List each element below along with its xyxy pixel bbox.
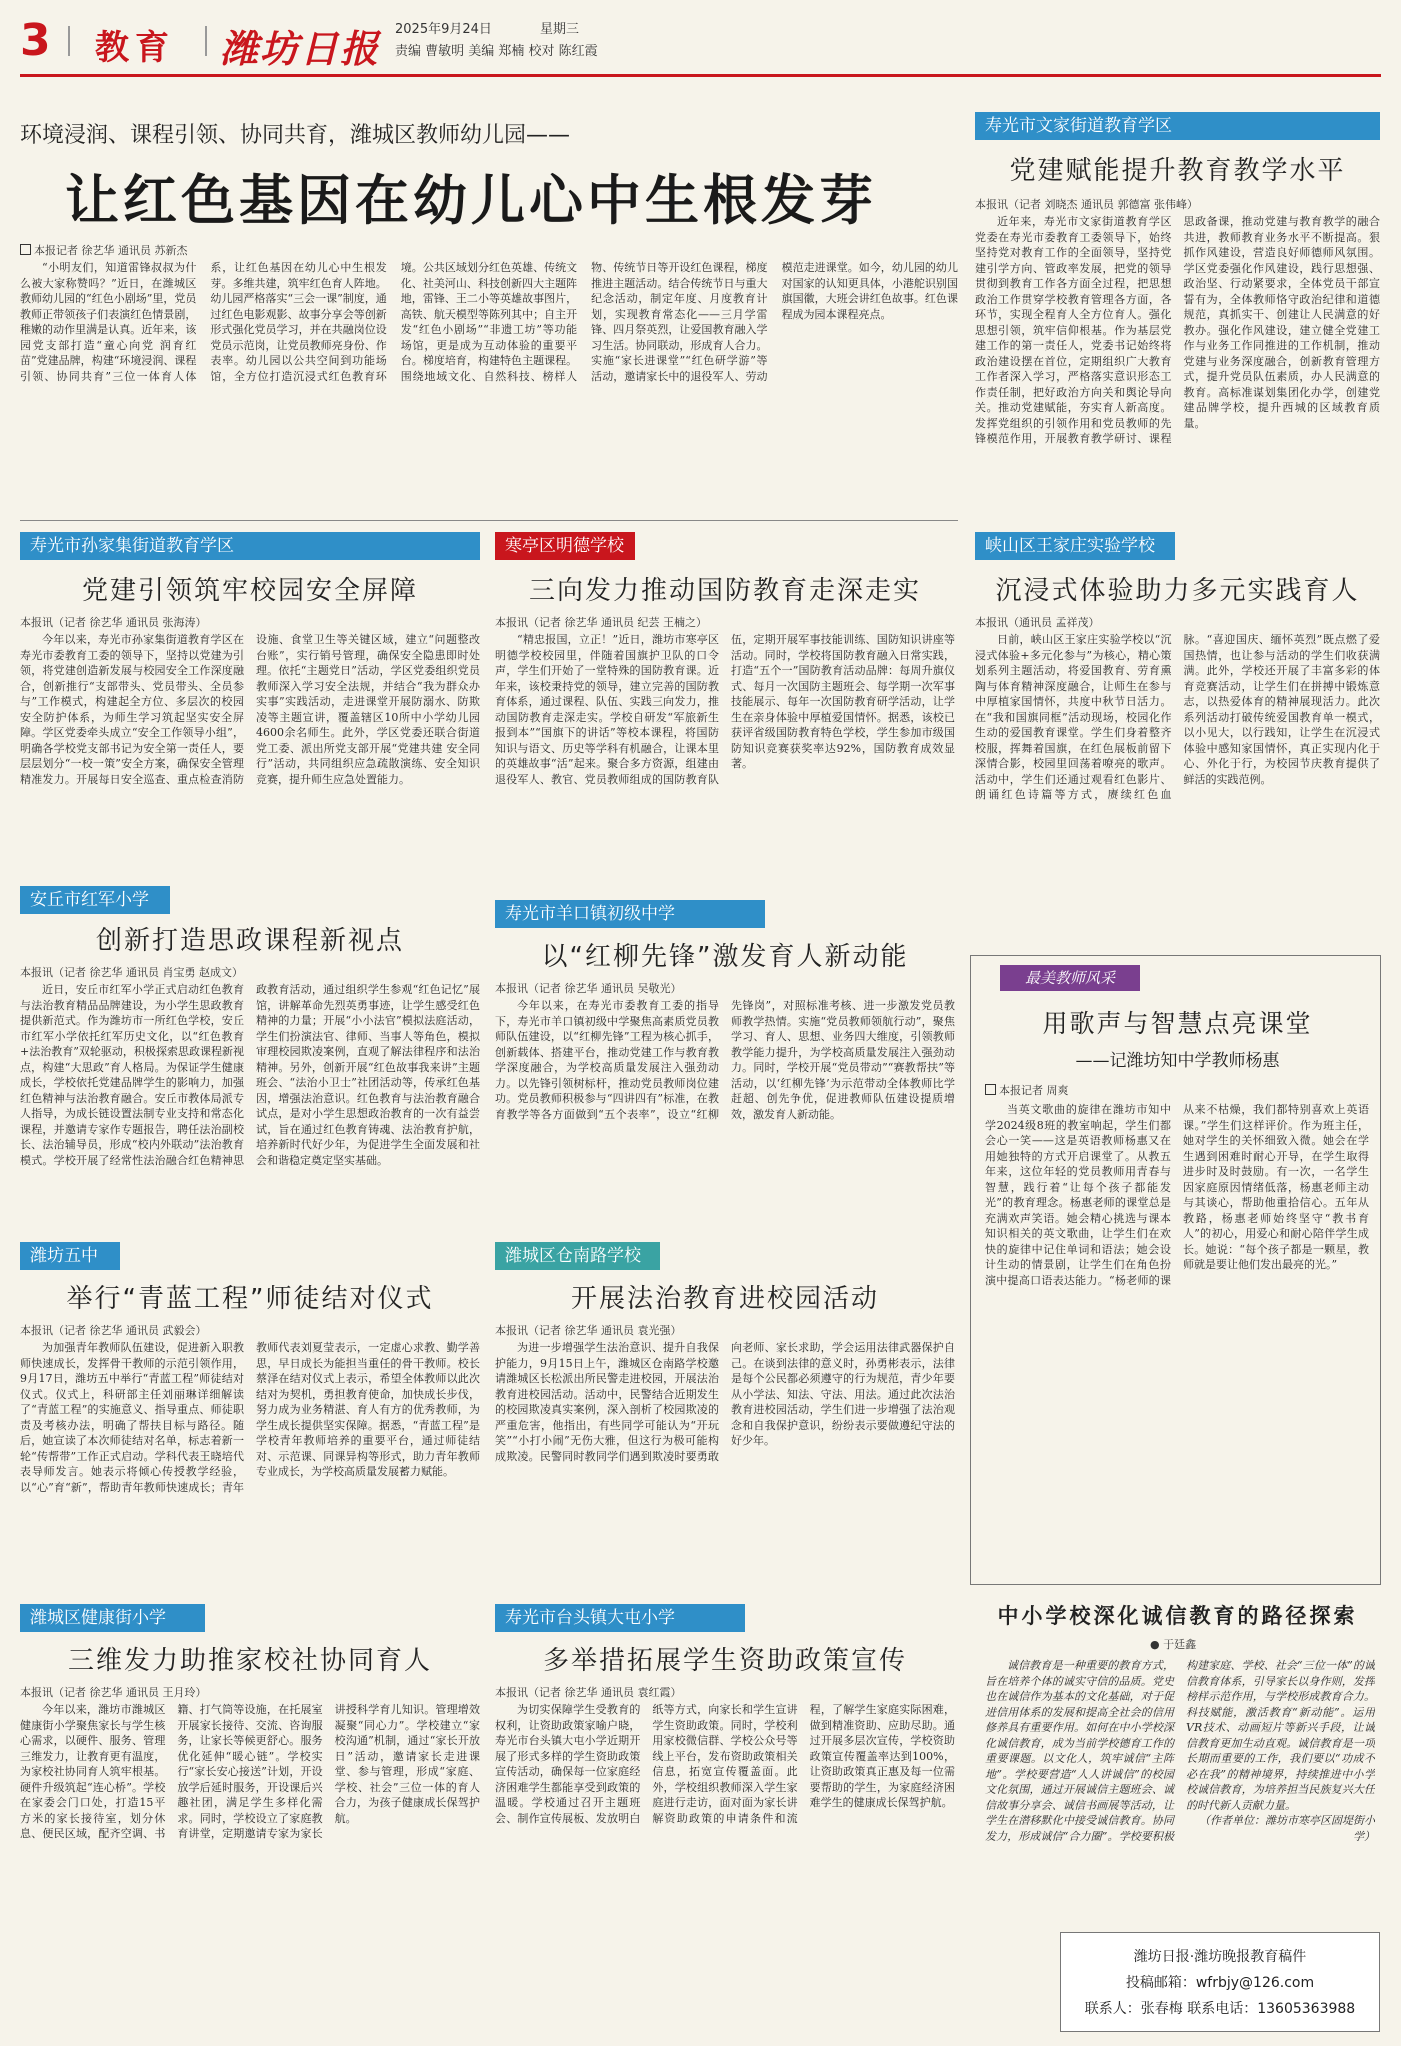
contact-line-1: 潍坊日报·潍坊晚报教育稿件	[1133, 1949, 1307, 1965]
article-byline-wuzhong: 本报讯（记者 徐艺华 通讯员 武毅会）	[20, 1324, 207, 1337]
lead-byline: 本报记者 徐艺华 通讯员 苏新杰	[20, 242, 188, 258]
essay-byline: ● 于廷鑫	[1150, 1638, 1197, 1651]
contact-email: 投稿邮箱：wfrbjy@126.com	[1125, 1975, 1315, 1991]
feature-body: 当英文歌曲的旋律在潍坊市知中学2024级8班的教室响起，学生们都会心一笑——这是英语教师杨惠又在用她独特的方式开启课堂了。从教五年来，这位年轻的党员教师用青春与智慧，践行着“让每个孩子都能发光”的教育理念。杨惠老师的课堂总是充满欢声笑语。她会精心挑选与课本知识相关的英文歌曲，让学生们在欢快的旋律中记住单词和语法；她会设计生动的情景剧，让学生们在角色扮演中提高口语表达能力。“杨老师的课从来不枯燥，我们都特别喜欢上英语课。”学生们这样评价。作为班主任，她对学生的关怀细致入微。她会在学生遇到困难时耐心开导，在学生取得进步时及时鼓励。有一次，一名学生因家庭原因情绪低落，杨惠老师主动与其谈心，帮助他重拾信心。五年从教路，杨惠老师始终坚守“教书育人”的初心，用爱心和耐心陪伴学生成长。她说：“每个孩子都是一颗星，教师就是要让他们发出最亮的光。”	[985, 1103, 1369, 1287]
section-name: 教育	[95, 28, 175, 68]
article-band-wenjia: 寿光市文家街道教育学区	[975, 112, 1380, 140]
section-divider	[20, 520, 958, 521]
article-title-yangkou: 以“红柳先锋”激发育人新动能	[541, 942, 909, 972]
article-body-sunjiaji: 今年以来，寿光市孙家集街道教育学区在寿光市委教育工委的领导下，坚持以党建为引领，将党建创造新发展与校园安全工作深度融合，创新推行“支部带头、党员带头、全员参与”工作模式，构建起全方位、多层次的校园安全防护体系，为师生学习筑起坚实安全屏障。学区党委牵头成立“安全工作领导小组”，明确各学校党支部书记为安全第一责任人，要层层划分“一校一策”安全方案，确保安全管理精准发力。开展每日安全巡查、重点检查消防设施、食堂卫生等关键区域，建立“问题整改台账”，实行销号管理，确保安全隐患即时处理。依托“主题党日”活动，学区党委组织党员教师深入学习安全法规，并结合“我为群众办实事”实践活动，走进课堂开展防溺水、防欺凌等主题宣讲，覆盖辖区10所中小学幼儿园4600余名师生。此外，学区党委还联合街道党工委、派出所党支部开展“党建共建 安全同行”活动，共同组织应急疏散演练、安全知识竞赛，提升师生应急处置能力。	[20, 633, 480, 786]
article-body-mingde: “精忠报国，立正！”近日，潍坊市寒亭区明德学校校园里，伴随着国旗护卫队的口令声，学生们开始了一堂特殊的国防教育课。近年来，该校秉持党的领导，建立完善的国防教育体系，通过课程、队伍、实践三向发力，推动国防教育走深走实。学校自研发“军旅新生报到本”“国旗下的讲话”等校本课程，将国防知识与语文、历史等学科有机融合，让课本里的英雄故事“活”起来。聚合多方资源，组建由退役军人、教官、党员教师组成的国防教育队伍，定期开展军事技能训练、国防知识讲座等活动。同时，学校将国防教育融入日常实践，打造“五个一”国防教育活动品牌：每周升旗仪式、每月一次国防主题班会、每学期一次军事技能展示、每年一次国防教育研学活动，让学生在亲身体验中厚植爱国情怀。据悉，该校已获评省级国防教育特色学校，学生参加市级国防知识竞赛获奖率达92%，国防教育成效显著。	[495, 633, 955, 786]
article-band-jiankang: 潍城区健康街小学	[20, 1604, 205, 1632]
article-body-wuzhong: 为加强青年教师队伍建设，促进新入职教师快速成长，发挥骨干教师的示范引领作用，9月17日，潍坊五中举行“青蓝工程”师徒结对仪式。仪式上，科研部主任刘丽琳详细解读了“青蓝工程”的实施意义、指导重点、师徒职责及考核办法，明确了帮扶目标与路径。随后，她宣读了本次师徒结对名单，标志着新一轮“传帮带”工作正式启动。学科代表王晓培代表导师发言。她表示将倾心传授教学经验，以“心”育“新”，帮助青年教师快速成长；青年教师代表刘夏莹表示，一定虚心求教、勤学善思，早日成长为能担当重任的骨干教师。校长蔡泽在结对仪式上表示，希望全体教师以此次结对为契机，勇担教育使命，加快成长步伐，努力成为业务精湛、育人有方的优秀教师，为学生成长提供坚实保障。据悉，“青蓝工程”是学校青年教师培养的重要平台，通过师徒结对、示范课、同课异构等形式，助力青年教师专业成长，为学校高质量发展蓄力赋能。	[20, 1341, 480, 1494]
article-title-datun: 多举措拓展学生资助政策宣传	[542, 1646, 907, 1676]
article-band-hongjun: 安丘市红军小学	[20, 886, 170, 914]
article-body-hongjun: 近日，安丘市红军小学正式启动红色教育与法治教育精品品牌建设，为小学生思政教育提供新范式。作为潍坊市一所红色学校，安丘市红军小学依托红军历史文化，以“红色教育+法治教育”双轮驱动，积极探索思政课程新视点，构建“大思政”育人格局。为保证学生健康成长，学校依托党建品牌学生的影响力，加强红色精神与法治教育融合。安丘市教体局派专人指导，为成长链设置法制专业支持和常态化课程，并邀请专家作专题报告，聘任法治副校长、法治辅导员，形成“校内外联动”法治教育模式。学校开展了经常性法治融合红色精神思政教育活动，通过组织学生参观“红色记忆”展馆，讲解革命先烈英勇事迹，让学生感受红色精神的力量；开展“小小法官”模拟法庭活动，学生们扮演法官、律师、当事人等角色，模拟审理校园欺凌案例，直观了解法律程序和法治精神。另外，创新开展“红色故事我来讲”主题班会、“法治小卫士”社团活动等，传承红色基因，增强法治意识。红色教育与法治教育融合试点，是对小学生思想政治教育的一次有益尝试，旨在通过红色教育铸魂、法治教育护航，培养新时代好少年，为促进学生全面发展和社会和谐稳定奠定坚实基础。	[20, 983, 480, 1167]
paper-logo: 潍坊日报	[220, 26, 381, 71]
article-title-xiashan: 沉浸式体验助力多元实践育人	[995, 576, 1360, 606]
header-divider	[205, 26, 207, 56]
article-title-mingde: 三向发力推动国防教育走深走实	[528, 576, 921, 606]
article-band-wuzhong: 潍坊五中	[20, 1242, 120, 1270]
article-body-yangkou: 今年以来，在寿光市委教育工委的指导下，寿光市羊口镇初级中学聚焦高素质党员教师队伍建设，以“红柳先锋”工程为核心抓手，创新载体、搭建平台，推动党建工作与教育教学深度融合，为学校高质量发展注入强劲动力。以先锋引领树标杆，推动党员教师岗位建功。党员教师积极参与“四讲四有”标准，在教育教学等各方面做到“五个表率”，设立“红柳先锋岗”，对照标准考核、进一步激发党员教师教学热情。实施“党员教师领航行动”，聚焦学习、育人、思想、业务四大维度，引领教师教学能力提升，为学校高质量发展注入强劲动力。同时，学校开展“党员带动”“赛教帮扶”等活动，以‘红柳先锋’为示范带动全体教师比学赶超、创先争优，促进教师队伍建设提质增效，激发育人新动能。	[495, 999, 955, 1121]
article-byline-datun: 本报讯（记者 徐艺华 通讯员 袁红霞）	[495, 1686, 682, 1699]
article-byline-sunjiaji: 本报讯（记者 徐艺华 通讯员 张海涛）	[20, 616, 207, 629]
article-band-sunjiaji: 寿光市孙家集街道教育学区	[20, 532, 480, 560]
page-number: 3	[20, 15, 51, 66]
article-body-cangnan: 为进一步增强学生法治意识、提升自我保护能力，9月15日上午，潍城区仓南路学校邀请潍城区长松派出所民警走进校园，开展法治教育进校园活动。活动中，民警结合近期发生的校园欺凌真实案例，深入剖析了校园欺凌的严重危害，他指出，有些同学可能认为“开玩笑”“小打小闹”无伤大雅，但这行为极可能构成欺凌。民警同时教同学们遇到欺凌时要勇敢向老师、家长求助，学会运用法律武器保护自己。在谈到法律的意义时，孙勇彬表示，法律是每个公民都必须遵守的行为规范，青少年要从小学法、知法、守法、用法。通过此次法治教育进校园活动，学生们进一步增强了法治观念和自我保护意识，纷纷表示要做遵纪守法的好少年。	[495, 1341, 955, 1463]
article-title-wenjia: 党建赋能提升教育教学水平	[1009, 156, 1346, 186]
article-body-xiashan: 日前，峡山区王家庄实验学校以“沉浸式体验+多元化参与”为核心，精心策划系列主题活动，将爱国教育、劳育熏陶与体育精神深度融合，让师生在参与中厚植家国情怀，共度中秋节日活力。在“我和国旗同框”活动现场，校园化作生动的爱国教育课堂。学生们身着整齐校服，挥舞着国旗，在红色展板前留下深情合影，校园里回荡着嘹亮的歌声。活动中，学生们还通过观看红色影片、朗诵红色诗篇等方式，赓续红色血脉。“喜迎国庆、缅怀英烈”既点燃了爱国热情，也让参与活动的学生们收获满满。此外，学校还开展了丰富多彩的体育竞赛活动，让学生们在拼搏中锻炼意志，以热爱体育的精神展现活力。此次系列活动打破传统爱国教育单一模式，以小见大，以行践知，让学生在沉浸式体验中感知家国情怀，真正实现内化于心、外化于行，为校园节庆教育提供了鲜活的实践范例。	[975, 633, 1380, 801]
article-band-yangkou: 寿光市羊口镇初级中学	[495, 900, 765, 928]
lead-kicker: 环境浸润、课程引领、协同共育，潍城区教师幼儿园——	[20, 123, 571, 148]
article-band-xiashan: 峡山区王家庄实验学校	[975, 532, 1175, 560]
article-title-sunjiaji: 党建引领筑牢校园安全屏障	[81, 576, 418, 606]
header-divider	[68, 26, 70, 56]
feature-byline: 本报记者 周爽	[985, 1082, 1069, 1098]
essay-title: 中小学校深化诚信教育的路径探索	[997, 1603, 1358, 1628]
feature-subtitle: ——记潍坊知中学教师杨惠	[1075, 1051, 1280, 1071]
article-title-jiankang: 三维发力助推家校社协同育人	[67, 1646, 432, 1676]
article-band-cangnan: 潍城区仓南路学校	[495, 1242, 660, 1270]
article-byline-yangkou: 本报讯（记者 徐艺华 通讯员 吴敬光）	[495, 982, 682, 995]
issue-weekday: 星期三	[540, 22, 580, 37]
article-title-hongjun: 创新打造思政课程新视点	[95, 926, 404, 956]
byline-box-icon	[985, 1084, 996, 1095]
article-byline-jiankang: 本报讯（记者 徐艺华 通讯员 王月玲）	[20, 1686, 207, 1699]
article-band-mingde: 寒亭区明德学校	[495, 532, 635, 560]
article-byline-mingde: 本报讯（记者 徐艺华 通讯员 纪芸 王楠之）	[495, 616, 707, 629]
article-title-wuzhong: 举行“青蓝工程”师徒结对仪式	[66, 1284, 434, 1314]
article-body-jiankang: 今年以来，潍坊市潍城区健康街小学聚焦家长与学生核心需求，以硬件、服务、管理三维发力，让教育更有温度，为家校社协同育人筑牢根基。硬件升级筑起“连心桥”。学校在家委会门口处，打造15平方米的家长接待室，划分休息、便民区域，配齐空调、书籍、打气筒等设施，在托展室开展家长接待、交流、咨询服务，让家长等候更舒心。服务优化延伸“暖心链”。学校实行“家长安心接送”计划，开设放学后延时服务，开设课后兴趣社团，满足学生多样化需求。同时，学校设立了家庭教育讲堂，定期邀请专家为家长讲授科学育儿知识。管理增效凝聚“同心力”。学校建立“家校沟通”机制，通过“家长开放日”活动，邀请家长走进课堂、参与管理，形成“家庭、学校、社会”三位一体的育人合力，为孩子健康成长保驾护航。	[20, 1703, 480, 1840]
feature-title: 用歌声与智慧点亮课堂	[1042, 1009, 1313, 1038]
feature-column-tag: 最美教师风采	[1000, 965, 1140, 991]
article-byline-xiashan: 本报讯（通讯员 孟祥茂）	[975, 616, 1100, 629]
article-byline-wenjia: 本报讯（记者 刘晓杰 通讯员 郭德富 张伟峰）	[975, 198, 1198, 211]
byline-dot-icon: ●	[1150, 1638, 1160, 1651]
header-rule	[20, 74, 1381, 77]
lead-headline: 让红色基因在幼儿心中生根发芽	[65, 168, 877, 232]
article-body-wenjia: 近年来，寿光市文家街道教育学区党委在寿光市委教育工委领导下，始终坚持党对教育工作的全面领导，坚持党建引学方向、管政率发展，把党的领导贯彻到教育工作各方面全过程，把思想政治工作贯穿学校教育管理各方面，各环节，实现全程育人全方位育人。强化思想引领，筑牢信仰根基。作为基层党建工作的第一责任人，党委书记始终将政治建设摆在首位，定期组织广大教育工作者深入学习，严格落实意识形态工作责任制，把好政治方向关和舆论导向关。推动党建赋能，夯实育人新高度。发挥党组织的引领作用和党员教师的先锋模范作用，开展教育教学研讨、课程思政备课，推动党建与教育教学的融合共进，教师教育业务水平不断提高。狠抓作风建设，营造良好师德师风氛围。学区党委强化作风建设，践行思想强、政治坚、行动紧要求，全体党员干部宣誓有为，全体教师恪守政治纪律和道德规范，真抓实干、创建让人民满意的好教办。强化作风建设，建立健全党建工作与业务工作同推进的工作机制，推动党建与业务深度融合，创新教育管理方式，提升党员队伍素质，办人民满意的教育。高标准谋划集团化办学，创建党建品牌学校，提升西城的区域教育质量。	[975, 215, 1380, 445]
lead-body: “小明友们，知道雷锋叔叔为什么被大家称赞吗？”近日，在潍城区教师幼儿园的“红色小剧场”里，党员教师正带领孩子们表演红色情景剧，稚嫩的动作里满是认真。近年来，该园党支部打造“童心向党 润育红苗”党建品牌，构建“环境浸润、课程引领、协同共育”三位一体育人体系，让红色基因在幼儿心中生根发芽。多维共建，筑牢红色育人阵地。幼儿园严格落实“三会一课”制度，通过红色电影观影、故事分享会等创新形式强化党员学习，并在共融岗位设党员示范岗，让党员教师亮身份、作表率。幼儿园以公共空间到功能场馆，全方位打造沉浸式红色教育环境。公共区域划分红色英雄、传统文化、社美河山、科技创新四大主题阵地，雷锋、王二小等英雄故事图片，高铁、航天模型等陈列其中；自主开发“红色小剧场”“非遗工坊”等功能场馆，更是成为互动体验的重要平台。梯度培育，构建特色主题课程。围绕地域文化、自然科技、榜样人物、传统节日等开设红色课程，梯度推进主题活动。结合传统节日与重大纪念活动，制定年度、月度教育计划，实现教育常态化——三月学雷锋、四月祭英烈，让爱国教育融入学习生活。协同联动，形成育人合力。实施“家长进课堂”“红色研学游”等活动，邀请家长中的退役军人、劳动模范走进课堂。如今，幼儿园的幼儿对国家的认知更具体，小港舵识别国旗国徽，大班会讲红色故事。红色课程成为园本课程亮点。	[20, 261, 958, 383]
essay-body: 诚信教育是一种重要的教育方式，旨在培养个体的诚实守信的品质。党史也在诚信作为基本的文化基础，对于促进信用体系的发展和提高全社会的信用修养具有重要作用。如何在中小学校深化诚信教育，成为当前学校德育工作的重要课题。以文化人，筑牢诚信“主阵地”。学校要营造“人人讲诚信”的校园文化氛围，通过开展诚信主题班会、诚信故事分享会、诚信书画展等活动，让学生在潜移默化中接受诚信教育。协同发力，形成诚信“合力圈”。学校要积极构建家庭、学校、社会“三位一体”的诚信教育体系，引导家长以身作则，发挥榜样示范作用，与学校形成教育合力。科技赋能，激活教育“新动能”。运用VR技术、动画短片等新兴手段，让诚信教育更加生动直观。诚信教育是一项长期而重要的工作，我们要以“功成不必在我”的精神境界，持续推进中小学校诚信教育，为培养担当民族复兴大任的时代新人贡献力量。 （作者单位：潍坊市寒亭区固堤街小学）	[985, 1659, 1375, 1843]
article-byline-hongjun: 本报讯（记者 徐艺华 通讯员 肖宝勇 赵成文）	[20, 966, 243, 979]
article-body-datun: 为切实保障学生受教育的权利，让资助政策家喻户晓，寿光市台头镇大屯小学近期开展了形式多样的学生资助政策宣传活动，确保每一位家庭经济困难学生都能享受到政策的温暖。学校通过召开主题班会、制作宣传展板、发放明白纸等方式，向家长和学生宣讲学生资助政策。同时，学校利用家校微信群、学校公众号等线上平台，发布资助政策相关信息，拓宽宣传覆盖面。此外，学校组织教师深入学生家庭进行走访，面对面为家长讲解资助政策的申请条件和流程，了解学生家庭实际困难，做到精准资助、应助尽助。通过开展多层次宣传，学校资助政策宣传覆盖率达到100%，让资助政策真正惠及每一位需要帮助的学生，为家庭经济困难学生的健康成长保驾护航。	[495, 1703, 955, 1825]
article-band-datun: 寿光市台头镇大屯小学	[495, 1604, 745, 1632]
article-title-cangnan: 开展法治教育进校园活动	[570, 1284, 879, 1314]
editor-credits: 责编 曹敏明 美编 郑楠 校对 陈红霞	[395, 44, 598, 59]
article-byline-cangnan: 本报讯（记者 徐艺华 通讯员 袁光强）	[495, 1324, 682, 1337]
byline-box-icon	[20, 244, 31, 255]
issue-date: 2025年9月24日	[395, 22, 492, 37]
contact-phone: 联系人：张春梅 联系电话：13605363988	[1084, 2001, 1356, 2017]
